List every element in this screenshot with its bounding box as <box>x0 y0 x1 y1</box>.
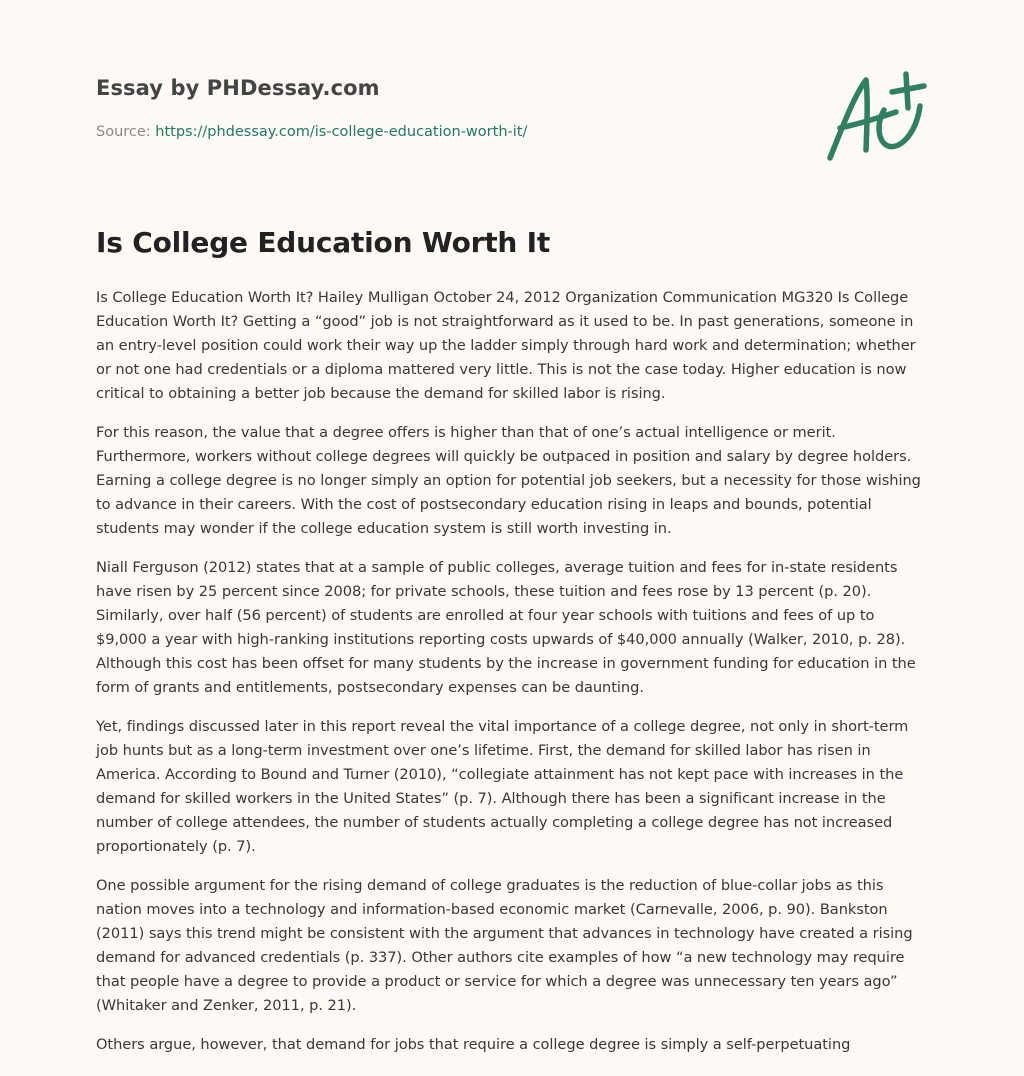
source-label: Source: <box>96 124 151 140</box>
source-link[interactable]: https://phdessay.com/is-college-education-worth-it/ <box>155 124 528 140</box>
essay-paragraph: Is College Education Worth It? Hailey Mulligan October 24, 2012 Organization Communication MG320 Is College Education Worth It? Getting a “good” job is not straightforward as it used to be. In past generations, someone in an entry-level position could work their way up the ladder simply through hard work and determination; whether or not one had credentials or a diploma mattered very little. This is not the case today. Higher education is now critical to obtaining a better job because the demand for skilled labor is rising. <box>96 289 916 402</box>
essay-paragraph: For this reason, the value that a degree offers is higher than that of one’s actual intelligence or merit. Furthermore, workers without college degrees will quickly be outpaced in position and salary by degree holders. Earning a college degree is no longer simply an option for potential job seekers, but a necessity for those wishing to advance in their careers. With the cost of postsecondary education rising in leaps and bounds, potential students may wonder if the college education system is still worth investing in. <box>96 424 921 537</box>
essay-paragraph: Yet, findings discussed later in this report reveal the vital importance of a college degree, not only in short-term job hunts but as a long-term investment over one’s lifetime. First, the demand for skilled labor has risen in America. According to Bound and Turner (2010), “collegiate attainment has not kept pace with increases in the demand for skilled workers in the United States” (p. 7). Although there has been a significant increase in the number of college attendees, the number of students actually completing a college degree has not increased proportionately (p. 7). <box>96 718 909 855</box>
essay-paragraph: Niall Ferguson (2012) states that at a sample of public colleges, average tuition and fees for in-state residents have risen by 25 percent since 2008; for private schools, these tuition and fees rose by 13 percent (p. 20). Similarly, over half (56 percent) of students are enrolled at four year schools with tuitions and fees of up to $9,000 a year with high-ranking institutions reporting costs upwards of $40,000 annually (Walker, 2010, p. 28). Although this cost has been offset for many students by the increase in government funding for education in the form of grants and entitlements, postsecondary expenses can be daunting. <box>96 559 916 696</box>
essay-body <box>96 286 928 1072</box>
site-title: Essay by PHDessay.com <box>96 76 380 100</box>
source-line <box>96 124 527 140</box>
essay-title: Is College Education Worth It <box>96 226 551 259</box>
a-plus-grade-icon <box>820 66 928 166</box>
essay-paragraph: Others argue, however, that demand for jobs that require a college degree is simply a self-perpetuating <box>96 1036 851 1053</box>
essay-paragraph: One possible argument for the rising demand of college graduates is the reduction of blue-collar jobs as this nation moves into a technology and information-based economic market (Carnevalle, 2006, p. 90). Bankston (2011) says this trend might be consistent with the argument that advances in technology have created a rising demand for advanced credentials (p. 337). Other authors cite examples of how “a new technology may require that people have a degree to provide a product or service for which a degree was unnecessary ten years ago” (Whitaker and Zenker, 2011, p. 21). <box>96 877 913 1014</box>
